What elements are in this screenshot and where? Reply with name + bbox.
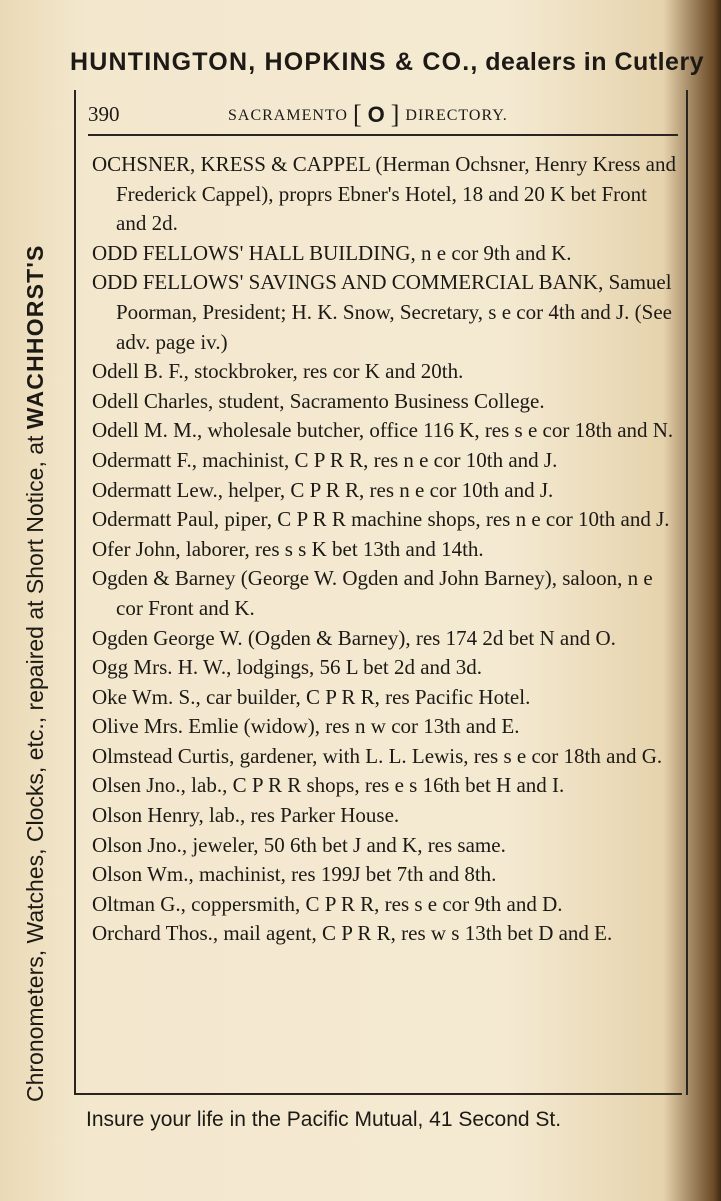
directory-entry: Oke Wm. S., car builder, C P R R, res Pacific Hotel. [92, 684, 531, 709]
page-number: 390 [88, 102, 120, 126]
directory-entry: Oltman G., coppersmith, C P R R, res s e cor 9th and D. [92, 891, 563, 916]
directory-entry: Olmstead Curtis, gardener, with L. L. Lewis, res s e cor 18th and G. [92, 743, 663, 768]
side-ad-shop: WACHHORST'S [22, 244, 48, 430]
directory-entry: Orchard Thos., mail agent, C P R R, res w s 13th bet D and E. [92, 921, 613, 946]
directory-entry: Olson Wm., machinist, res 199J bet 7th and 8th. [92, 862, 497, 887]
running-head [88, 98, 678, 136]
bottom-rule [76, 1093, 682, 1095]
side-ad-text: Chronometers, Watches, Clocks, etc., repaired at Short Notice, at [22, 429, 48, 1102]
header-advertisement [70, 48, 705, 77]
directory-entry: Ogden & Barney (George W. Ogden and John Barney), saloon, n e cor Front and K. [92, 566, 653, 620]
directory-entry: Ogden George W. (Ogden & Barney), res 174 2d bet N and O. [92, 625, 616, 650]
directory-entry: Odermatt F., machinist, C P R R, res n e cor 10th and J. [92, 447, 558, 472]
directory-entry: Odermatt Lew., helper, C P R R, res n e cor 10th and J. [92, 477, 554, 502]
directory-entry: Ogg Mrs. H. W., lodgings, 56 L bet 2d and 3d. [92, 655, 483, 680]
title-right-word: DIRECTORY. [405, 107, 508, 124]
directory-entry: Olsen Jno., lab., C P R R shops, res e s 16th bet H and I. [92, 773, 565, 798]
directory-entry: Odermatt Paul, piper, C P R R machine shops, res n e cor 10th and J. [92, 507, 670, 532]
side-advertisement [22, 102, 49, 1102]
directory-entries [92, 150, 678, 949]
directory-title [228, 100, 508, 130]
bracket-open: [ [352, 100, 363, 129]
directory-entry: Odell B. F., stockbroker, res cor K and 20th. [92, 359, 464, 384]
directory-entry: ODD FELLOWS' HALL BUILDING, n e cor 9th and K. [92, 240, 572, 265]
directory-entry: Olive Mrs. Emlie (widow), res n w cor 13th and E. [92, 714, 520, 739]
header-ad-tail: , dealers in Cutlery [470, 48, 705, 76]
directory-entry: Olson Jno., jeweler, 50 6th bet J and K, res same. [92, 832, 506, 857]
directory-entry: Odell Charles, student, Sacramento Business College. [92, 388, 545, 413]
title-left-word: SACRAMENTO [228, 107, 348, 124]
directory-entry: ODD FELLOWS' SAVINGS AND COMMERCIAL BANK, Samuel Poorman, President; H. K. Snow, Secretary, s e cor 4th and J. (See adv. page iv.) [92, 270, 672, 354]
directory-entry: Olson Henry, lab., res Parker House. [92, 803, 400, 828]
section-letter: O [367, 102, 386, 127]
directory-entry: OCHSNER, KRESS & CAPPEL (Herman Ochsner, Henry Kress and Frederick Cappel), proprs Ebner's Hotel, 18 and 20 K bet Front and 2d. [92, 152, 677, 236]
footer-advertisement: Insure your life in the Pacific Mutual, 41 Second St. [86, 1108, 562, 1131]
directory-entry: Ofer John, laborer, res s s K bet 13th and 14th. [92, 536, 484, 561]
directory-entry: Odell M. M., wholesale butcher, office 116 K, res s e cor 18th and N. [92, 418, 674, 443]
bracket-close: ] [390, 100, 401, 129]
header-ad-brand: HUNTINGTON, HOPKINS [70, 48, 387, 76]
header-ad-amp: & CO. [386, 48, 471, 76]
